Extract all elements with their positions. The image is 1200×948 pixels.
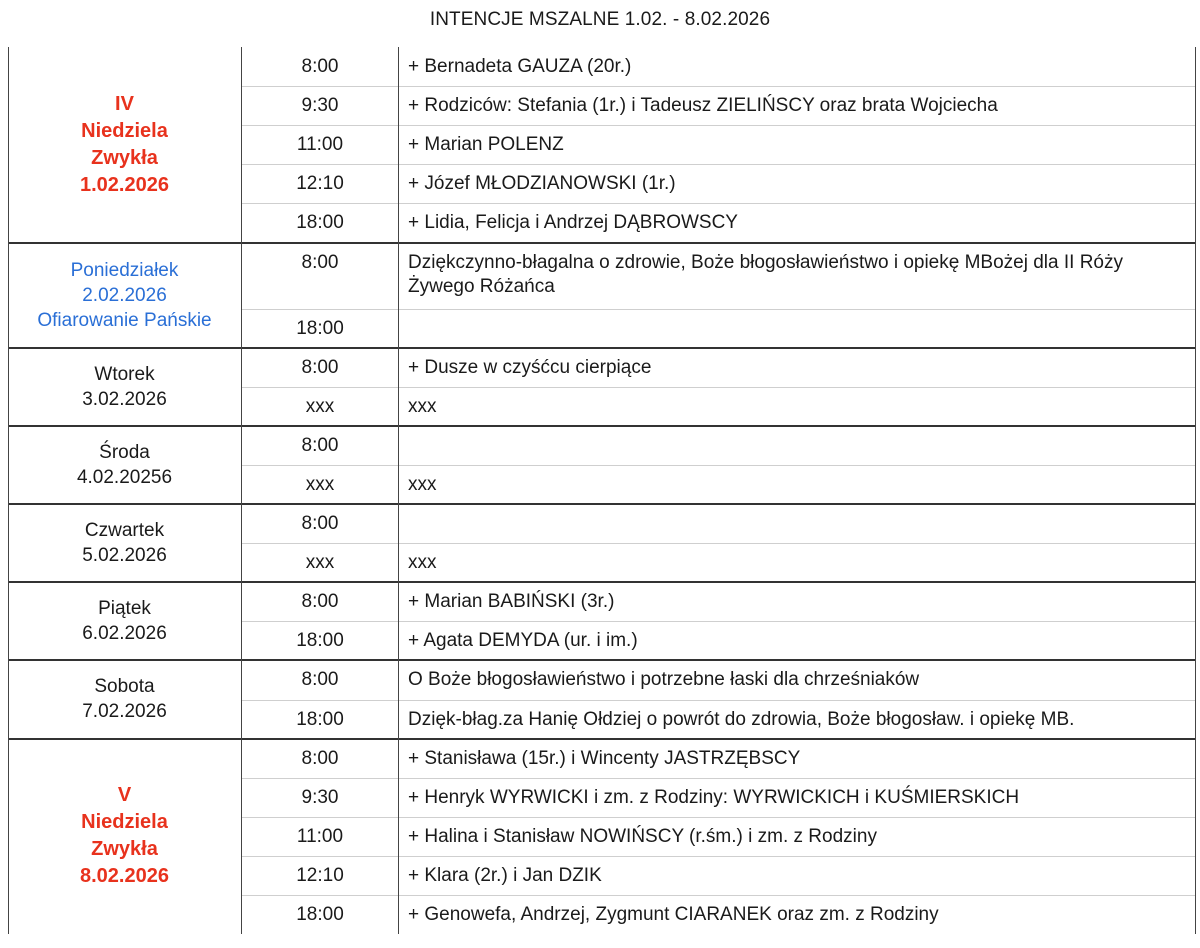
row-divider bbox=[242, 164, 1196, 165]
mass-time: 8:00 bbox=[301, 251, 339, 273]
mass-time: 8:00 bbox=[301, 747, 339, 769]
day-label-line: 2.02.2026 bbox=[82, 284, 167, 306]
mass-time: 8:00 bbox=[301, 56, 339, 77]
mass-time: 11:00 bbox=[296, 825, 344, 847]
row-divider bbox=[242, 309, 1196, 310]
row-divider bbox=[242, 86, 1196, 87]
day-label-line: 6.02.2026 bbox=[82, 623, 167, 645]
day-label-line: 7.02.2026 bbox=[82, 701, 167, 723]
mass-intention: O Boże błogosławieństwo i potrzebne łaski dla chrześniaków bbox=[408, 669, 920, 691]
mass-intention: + Rodziców: Stefania (1r.) i Tadeusz ZIELIŃSCY oraz brata Wojciecha bbox=[408, 95, 998, 117]
day-label bbox=[8, 47, 241, 243]
page-title: INTENCJE MSZALNE 1.02. - 8.02.2026 bbox=[429, 9, 771, 30]
mass-time: xxx bbox=[305, 395, 335, 417]
mass-time: 18:00 bbox=[296, 212, 344, 234]
mass-intention: + Genowefa, Andrzej, Zygmunt CIARANEK oraz zm. z Rodziny bbox=[408, 904, 939, 925]
row-divider bbox=[242, 203, 1196, 204]
day-label-line: Czwartek bbox=[84, 520, 165, 542]
mass-time: 18:00 bbox=[296, 708, 344, 730]
mass-intention: + Agata DEMYDA (ur. i im.) bbox=[408, 630, 638, 652]
day-label-line: Ofiarowanie Pańskie bbox=[37, 309, 212, 331]
mass-intention: xxx bbox=[408, 552, 437, 574]
mass-time: xxx bbox=[305, 552, 335, 574]
row-divider bbox=[242, 465, 1196, 466]
row-divider bbox=[242, 125, 1196, 126]
mass-time: 8:00 bbox=[301, 669, 339, 691]
day-label bbox=[8, 582, 241, 660]
day-label-line: Zwykła bbox=[91, 838, 158, 861]
row-divider bbox=[242, 700, 1196, 701]
mass-intention: + Marian POLENZ bbox=[408, 134, 564, 156]
mass-intention: Dziękczynno-błagalna o zdrowie, Boże błogosławieństwo i opiekę MBożej dla II Róży Żywego Różańca bbox=[408, 251, 1123, 297]
mass-time: 18:00 bbox=[296, 630, 344, 652]
day-label-line: Wtorek bbox=[94, 363, 155, 385]
row-divider bbox=[242, 856, 1196, 857]
mass-time: 8:00 bbox=[301, 434, 339, 456]
mass-intention: + Marian BABIŃSKI (3r.) bbox=[408, 591, 615, 613]
mass-intention: xxx bbox=[408, 395, 437, 417]
mass-time: 12:10 bbox=[296, 173, 344, 195]
mass-time: xxx bbox=[305, 473, 335, 495]
day-label-line: 1.02.2026 bbox=[80, 173, 169, 196]
mass-intention: + Dusze w czyśćcu cierpiące bbox=[408, 356, 652, 378]
day-label-line: IV bbox=[115, 92, 134, 115]
day-label bbox=[8, 660, 241, 738]
mass-time: 18:00 bbox=[296, 904, 344, 925]
day-label-line: Środa bbox=[99, 441, 150, 463]
row-divider bbox=[242, 543, 1196, 544]
day-label-line: Piątek bbox=[98, 598, 151, 620]
mass-intention: + Lidia, Felicja i Andrzej DĄBROWSCY bbox=[408, 212, 738, 234]
column-divider bbox=[241, 47, 242, 934]
mass-time: 8:00 bbox=[301, 513, 339, 534]
day-label bbox=[8, 348, 241, 426]
mass-time: 9:30 bbox=[301, 95, 339, 117]
day-label-line: Zwykła bbox=[91, 146, 158, 169]
row-divider bbox=[242, 778, 1196, 779]
day-label bbox=[8, 504, 241, 582]
row-divider bbox=[242, 895, 1196, 896]
day-label-line: V bbox=[117, 784, 132, 807]
mass-intentions-table bbox=[8, 47, 1196, 935]
day-label bbox=[8, 243, 241, 348]
mass-intention: xxx bbox=[408, 473, 437, 495]
mass-intention: + Klara (2r.) i Jan DZIK bbox=[408, 864, 602, 886]
mass-time: 18:00 bbox=[296, 317, 344, 339]
mass-intention: + Stanisława (15r.) i Wincenty JASTRZĘBSCY bbox=[408, 747, 801, 769]
day-label-line: Niedziela bbox=[81, 811, 168, 834]
mass-time: 8:00 bbox=[301, 591, 339, 613]
day-label-line: 8.02.2026 bbox=[80, 865, 169, 888]
mass-time: 12:10 bbox=[296, 864, 344, 886]
day-label-line: Sobota bbox=[94, 676, 155, 698]
row-divider bbox=[242, 621, 1196, 622]
day-label bbox=[8, 426, 241, 504]
mass-time: 8:00 bbox=[301, 356, 339, 378]
column-divider bbox=[398, 47, 399, 934]
day-label-line: 5.02.2026 bbox=[82, 545, 167, 567]
day-label-line: 4.02.20256 bbox=[76, 466, 173, 488]
day-label-line: 3.02.2026 bbox=[82, 388, 167, 410]
column-divider bbox=[8, 47, 9, 934]
column-divider bbox=[1195, 47, 1196, 934]
day-label-line: Niedziela bbox=[81, 119, 168, 142]
mass-intention: + Józef MŁODZIANOWSKI (1r.) bbox=[408, 173, 676, 195]
mass-intention: + Bernadeta GAUZA (20r.) bbox=[408, 56, 632, 77]
row-divider bbox=[242, 387, 1196, 388]
mass-time: 9:30 bbox=[301, 786, 339, 808]
row-divider bbox=[242, 817, 1196, 818]
day-label-line: Poniedziałek bbox=[70, 259, 179, 281]
mass-intention: + Halina i Stanisław NOWIŃSCY (r.śm.) i zm. z Rodziny bbox=[408, 825, 877, 847]
mass-time: 11:00 bbox=[296, 134, 344, 156]
day-label bbox=[8, 739, 241, 935]
mass-intention: + Henryk WYRWICKI i zm. z Rodziny: WYRWICKICH i KUŚMIERSKICH bbox=[408, 786, 1020, 808]
mass-intention: Dzięk-błag.za Hanię Ołdziej o powrót do zdrowia, Boże błogosław. i opiekę MB. bbox=[408, 708, 1200, 732]
